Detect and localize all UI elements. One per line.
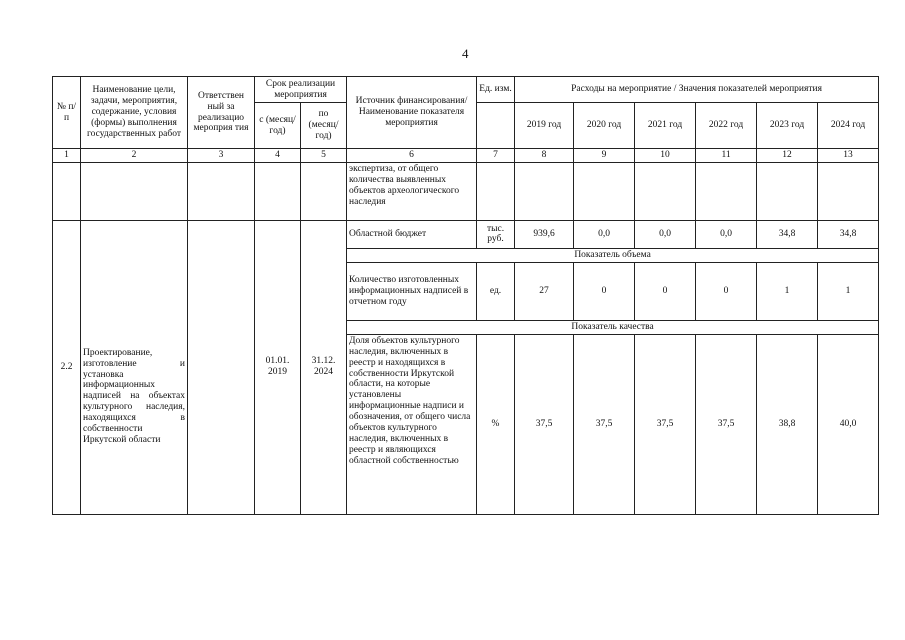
- col-number: 3: [188, 149, 255, 163]
- page-number: 4: [462, 46, 469, 61]
- header-year: 2020 год: [574, 103, 635, 149]
- col-number: 9: [574, 149, 635, 163]
- budget-value: 34,8: [818, 220, 879, 248]
- budget-value: 34,8: [757, 220, 818, 248]
- quality-value: 40,0: [818, 334, 879, 514]
- quality-value: 37,5: [515, 334, 574, 514]
- column-numbers-row: [53, 149, 879, 163]
- header-year: 2022 год: [696, 103, 757, 149]
- volume-value: 1: [818, 262, 879, 320]
- header-name: Наименование цели, задачи, мероприятия, содержание, условия (формы) выполнения государственных работ: [81, 77, 188, 149]
- header-responsible: Ответствен ный за реализацио мероприя тия: [188, 77, 255, 149]
- col-number: 10: [635, 149, 696, 163]
- quality-value: 37,5: [574, 334, 635, 514]
- budget-value: 939,6: [515, 220, 574, 248]
- quality-label: Доля объектов культурного наследия, включенных в реестр и находящихся в собственности Иркутской области, на которые установлены информационные надписи и обозначения, от общего числа объектов культурного наследия, включенных в реестр и являющихся областной собственностью: [347, 334, 477, 514]
- continuation-text: экспертиза, от общего количества выявленных объектов археологического наследия: [347, 162, 477, 220]
- item-number: 2.2: [53, 220, 81, 514]
- header-year: 2019 год: [515, 103, 574, 149]
- volume-value: 0: [635, 262, 696, 320]
- quality-unit: %: [477, 334, 515, 514]
- header-years-group: Расходы на мероприятие / Значения показателей мероприятия: [515, 77, 879, 103]
- volume-unit: ед.: [477, 262, 515, 320]
- header-year: 2023 год: [757, 103, 818, 149]
- col-number: 4: [255, 149, 301, 163]
- item-name: Проектирование, изготовление и установка информационных надписей на объектах культурного наследия, находящихся в собственности Иркутской области: [81, 220, 188, 514]
- col-number: 5: [301, 149, 347, 163]
- col-number: 2: [81, 149, 188, 163]
- budget-value: 0,0: [635, 220, 696, 248]
- volume-label: Количество изготовленных информационных надписей в отчетном году: [347, 262, 477, 320]
- budget-value: 0,0: [574, 220, 635, 248]
- header-unit-empty: [477, 103, 515, 149]
- header-unit: Ед. изм.: [477, 77, 515, 103]
- header-number: № п/п: [53, 77, 81, 149]
- volume-value: 27: [515, 262, 574, 320]
- col-number: 11: [696, 149, 757, 163]
- header-period: Срок реализации мероприятия: [255, 77, 347, 103]
- col-number: 12: [757, 149, 818, 163]
- header-year: 2024 год: [818, 103, 879, 149]
- volume-section-title: Показатель объема: [347, 248, 879, 262]
- col-number: 7: [477, 149, 515, 163]
- item-date-from: 01.01. 2019: [255, 220, 301, 514]
- quality-value: 38,8: [757, 334, 818, 514]
- volume-value: 1: [757, 262, 818, 320]
- header-from: с (месяц/ год): [255, 103, 301, 149]
- col-number: 13: [818, 149, 879, 163]
- measures-table: [52, 76, 879, 515]
- header-to: по (месяц/ год): [301, 103, 347, 149]
- quality-section-title: Показатель качества: [347, 320, 879, 334]
- quality-value: 37,5: [635, 334, 696, 514]
- quality-value: 37,5: [696, 334, 757, 514]
- item-responsible: [188, 220, 255, 514]
- volume-value: 0: [696, 262, 757, 320]
- budget-value: 0,0: [696, 220, 757, 248]
- header-year: 2021 год: [635, 103, 696, 149]
- item-date-to: 31.12. 2024: [301, 220, 347, 514]
- col-number: 8: [515, 149, 574, 163]
- budget-row: [53, 220, 879, 248]
- budget-unit: тыс. руб.: [477, 220, 515, 248]
- continuation-row: [53, 162, 879, 220]
- col-number: 6: [347, 149, 477, 163]
- volume-value: 0: [574, 262, 635, 320]
- header-row-1: [53, 77, 879, 103]
- header-source: Источник финансирования/ Наименование показателя мероприятия: [347, 77, 477, 149]
- budget-source: Областной бюджет: [347, 220, 477, 248]
- col-number: 1: [53, 149, 81, 163]
